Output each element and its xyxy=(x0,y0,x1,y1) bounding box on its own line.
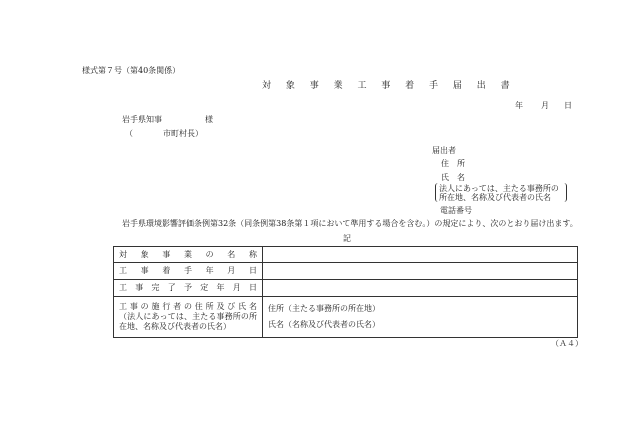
addressee-sama: 様 xyxy=(205,115,213,124)
label-project-name: 対 象 事 業 の 名 称 xyxy=(114,247,263,262)
addressee-mayor: 市町村長） xyxy=(163,129,203,138)
ki-label: 記 xyxy=(343,234,351,243)
label-start-date: 工 事 着 手 年 月 日 xyxy=(114,263,263,279)
contractor-address: 住所（主たる事務所の所在地） xyxy=(268,304,380,313)
addressee-governor: 岩手県知事 xyxy=(122,115,162,124)
paper-size: （Ａ４） xyxy=(551,339,583,348)
body-text: 岩手県環境影響評価条例第32条（同条例第38条第１項において準用する場合を含む。）の規定により、次のとおり届け出ます。 xyxy=(122,219,578,228)
notifier-phone: 電話番号 xyxy=(440,206,472,215)
date-month: 月 xyxy=(541,101,549,110)
date-day: 日 xyxy=(564,101,572,110)
contractor-label-line1: 工 事 の 施 行 者 の 住 所 及 び 氏 名 xyxy=(119,302,257,311)
form-number: 様式第７号（第40条関係） xyxy=(82,66,181,75)
label-contractor xyxy=(114,297,263,337)
document-title: 対 象 事 業 工 事 着 手 届 出 書 xyxy=(262,81,516,91)
brace-right xyxy=(563,183,567,202)
date-year: 年 xyxy=(515,101,523,110)
notification-table xyxy=(113,246,578,338)
value-completion-date xyxy=(263,280,577,296)
value-contractor xyxy=(263,297,577,337)
table-row-completion-date xyxy=(114,279,577,296)
table-row-contractor xyxy=(114,296,577,337)
contractor-label-line2: （ 法 人 に あ っ て は 、 主 た る 事 務 所 の 所 xyxy=(119,312,257,321)
addressee-mayor-open: （ xyxy=(125,129,133,138)
notifier-name: 氏 名 xyxy=(441,173,465,182)
notifier-address: 住 所 xyxy=(441,159,465,168)
notifier-note-line2: 所在地、名称及び代表者の氏名 xyxy=(439,193,551,202)
table-row-project-name xyxy=(114,247,577,262)
label-completion-date: 工 事 完 了 予 定 年 月 日 xyxy=(114,280,263,296)
value-start-date xyxy=(263,263,577,279)
value-project-name xyxy=(263,247,577,262)
contractor-label-line3: 在地、名称及び代表者の氏名） xyxy=(119,322,231,331)
table-row-start-date xyxy=(114,262,577,279)
notifier-label: 届出者 xyxy=(432,146,456,155)
contractor-name: 氏名（名称及び代表者の氏名） xyxy=(268,320,380,329)
notifier-note-line1: 法人にあっては、主たる事務所の xyxy=(439,184,559,193)
